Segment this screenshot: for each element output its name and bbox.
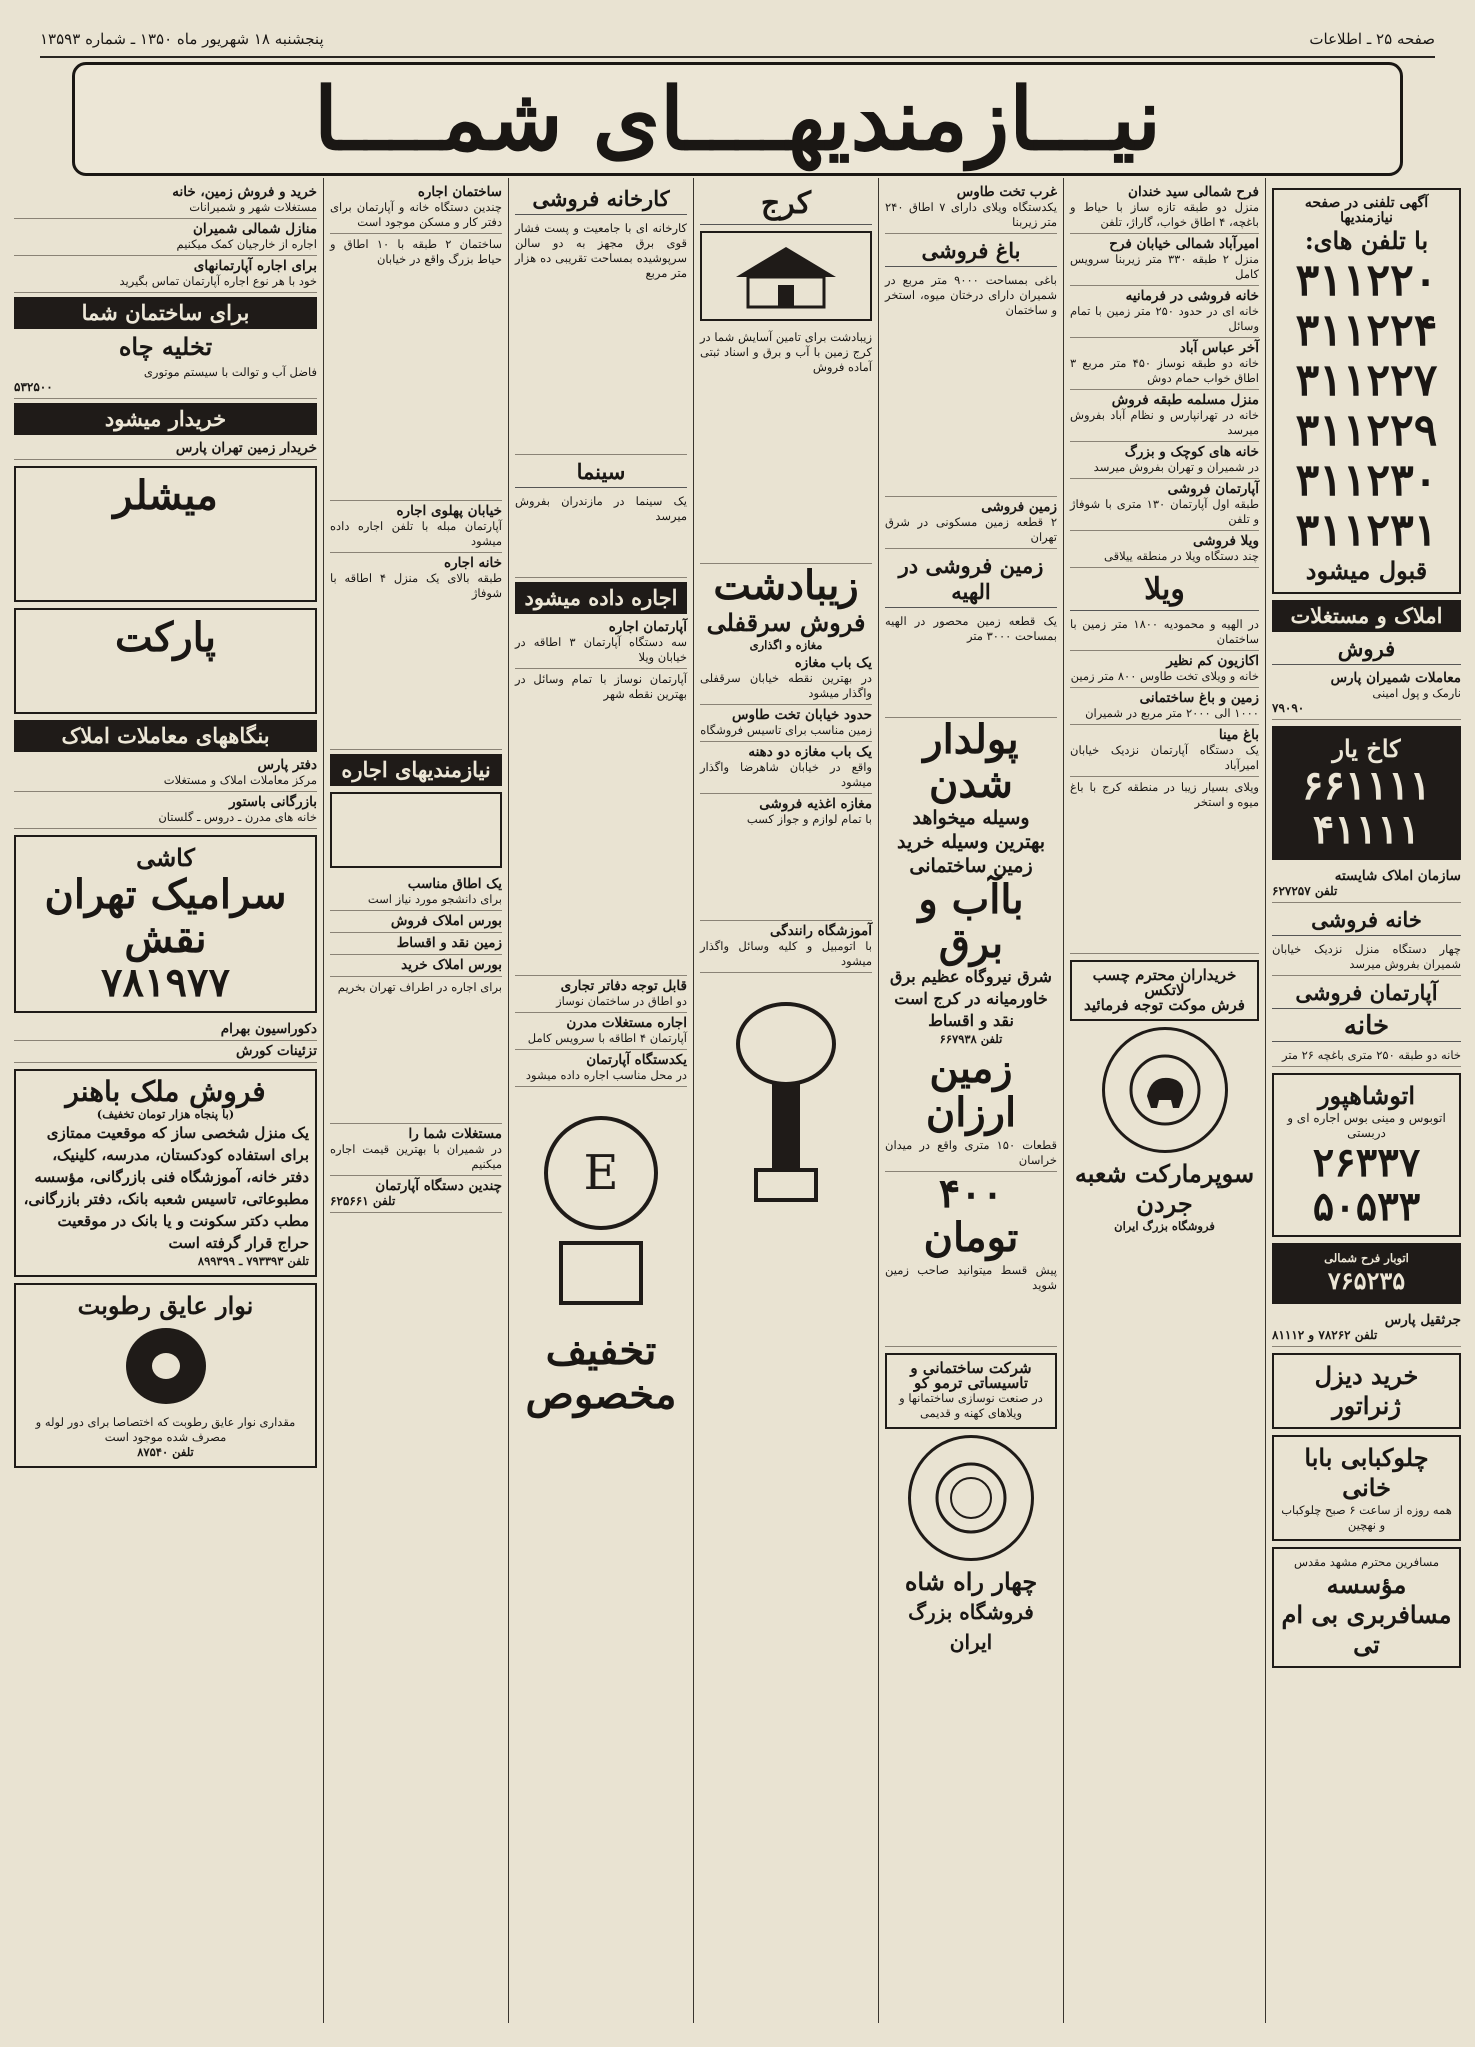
ad-body: خانه در تهرانپارس و نظام آباد بفروش میرسد <box>1070 408 1259 437</box>
section-heading: خانه فروشی <box>1272 907 1461 936</box>
promo-headline: باآب و برق <box>918 876 1024 967</box>
classified-ad <box>885 1260 1057 1347</box>
brand-phone: ۴۱۱۱۱ <box>1312 806 1421 853</box>
house-logo <box>700 231 872 321</box>
ad-body: زمین مناسب برای تاسیس فروشگاه <box>700 723 872 737</box>
ad-body: سه دستگاه آپارتمان ۳ اطاقه در خیابان ویلا <box>515 635 687 664</box>
classified-ad <box>885 497 1057 549</box>
brand-subtitle: سرامیک تهران نقش <box>44 871 287 962</box>
classified-ad <box>515 491 687 578</box>
brand-name: کاخ یار <box>1332 734 1401 763</box>
section-heading: باغ فروشی <box>885 238 1057 267</box>
ad-title: چلوکبابی بابا خانی <box>1304 1443 1429 1502</box>
brand-name: سوپرمارکت شعبه جردن <box>1074 1159 1255 1218</box>
brand-name: چهار راه شاه <box>904 1567 1038 1596</box>
classified-ad <box>515 976 687 1013</box>
section-subheading: مغازه و اگذاری <box>749 638 823 652</box>
classified-ad <box>1070 479 1259 531</box>
ad-phone: تلفن ۷۹۳۳۹۳ ـ ۸۹۹۳۹۹ <box>197 1254 309 1268</box>
brand-phone: ۷۸۱۹۷۷ <box>101 959 230 1006</box>
classified-ad <box>1070 182 1259 234</box>
brand-subtitle: اتوبوس و مینی بوس اجاره ای و دربستی <box>1287 1111 1446 1140</box>
phone-number: ۳۱۱۲۲۰ <box>1295 255 1438 306</box>
classified-ad <box>1272 866 1461 903</box>
ad-title: خریدار زمین تهران پارس <box>175 440 317 456</box>
ad-title: خانه فروشی در فرمانیه <box>1125 288 1259 304</box>
ad-body: منزل دو طبقه تازه ساز با حیاط و باغچه، ۴ اطاق خواب، گاراژ، تلفن <box>1070 200 1259 229</box>
ad-body: در شمیران و تهران بفروش میرسد <box>1093 460 1259 474</box>
page-header-line <box>40 28 1435 58</box>
ad-body: طبقه بالای یک منزل ۴ اطاقه با شوفاژ <box>330 571 502 600</box>
ad-title: خانه های کوچک و بزرگ <box>1124 444 1259 460</box>
elephant-icon <box>1125 1050 1205 1130</box>
ad-title: فرح شمالی سید خندان <box>1128 184 1259 200</box>
ad-phone: تلفن ۶۲۵۶۶۱ <box>330 1194 396 1208</box>
ad-body: پیش قسط میتوانید صاحب زمین شوید <box>885 1263 1057 1292</box>
classified-ad <box>14 182 317 219</box>
ad-title: قابل توجه دفاتر تجاری <box>560 978 687 994</box>
promo-headline: تخفیف <box>545 1327 657 1374</box>
section-heading: کرج <box>700 186 872 225</box>
ad-title: سازمان املاک شایسته <box>1334 868 1461 884</box>
ad-title: بازرگانی باستور <box>229 794 317 810</box>
ad-title: بورس املاک خرید <box>401 957 502 973</box>
ad-title: ویلا فروشی <box>1192 533 1259 549</box>
ad-title: باغ مینا <box>1218 727 1259 743</box>
section-subheading: فروش <box>1272 636 1461 665</box>
section-heading: زمین فروشی در الهیه <box>885 553 1057 608</box>
ad-title: زمین نقد و اقساط <box>396 935 502 951</box>
classified-ad <box>885 182 1057 234</box>
column-1 <box>1265 178 1467 2023</box>
section-heading: فروش سرقفلی <box>706 608 866 637</box>
ad-body: زیبادشت برای تامین آسایش شما در کرج زمین با آب و برق و اسناد ثبتی آماده فروش <box>700 330 872 374</box>
ad-title: زمین فروشی <box>981 499 1057 515</box>
ad-body: نارمک و پول امینی <box>1372 686 1461 700</box>
issue-date: پنجشنبه ۱۸ شهریور ماه ۱۳۵۰ ـ شماره ۱۳۵۹۳ <box>40 30 324 48</box>
rental-ad-logo <box>330 792 502 868</box>
ad-body: باغی بمساحت ۹۰۰۰ متر مربع در شمیران دارای درختان میوه، استخر و ساختمان <box>885 273 1057 317</box>
ad-title: منازل شمالی شمیران <box>192 221 317 237</box>
ad-title: زمین و باغ ساختمانی <box>1139 690 1259 706</box>
ad-body: واقع در خیابان شاهرضا واگذار میشود <box>700 760 872 789</box>
ad-body: خانه های مدرن ـ دروس ـ گلستان <box>158 810 317 824</box>
ad-title: تزئینات کورش <box>235 1043 317 1059</box>
ad-title: اتوبار فرح شمالی <box>1324 1251 1409 1265</box>
ad-body: با اتومبیل و کلیه وسائل واگذار میشود <box>700 939 872 968</box>
classified-ad <box>1272 668 1461 720</box>
ad-body: قطعات ۱۵۰ متری واقع در میدان خراسان <box>885 1138 1057 1167</box>
classified-ad <box>14 438 317 460</box>
ad-phone: ۷۶۵۲۳۵ <box>1327 1266 1406 1295</box>
product-illustration <box>700 979 872 1229</box>
ad-title: خیابان پهلوی اجاره <box>396 503 502 519</box>
thermoko-ad <box>885 1353 1057 1429</box>
classified-ad <box>330 933 502 955</box>
ad-body: دو اطاق در ساختمان نوساز <box>556 994 687 1008</box>
classified-ad <box>330 234 502 501</box>
classified-ad <box>1070 777 1259 954</box>
ad-body: ساختمان ۲ طبقه با ۱۰ اطاق و حیاط بزرگ واقع در خیابان <box>330 237 503 266</box>
section-heading: نیازمندیهای اجاره <box>330 754 502 786</box>
classified-ad <box>330 955 502 977</box>
section-heading: ویلا <box>1070 572 1259 611</box>
classified-ad <box>1070 338 1259 390</box>
ad-title: غرب تخت طاوس <box>956 184 1057 200</box>
brand-phone: ۵۰۵۳۳ <box>1312 1183 1421 1230</box>
department-store-logo <box>908 1435 1034 1561</box>
ad-body: ۱۰۰۰ الی ۲۰۰۰ متر مربع در شمیران <box>1085 706 1259 720</box>
ad-title: آموزشگاه رانندگی <box>770 923 872 939</box>
ad-body: فاضل آب و توالت با سیستم موتوری <box>143 365 317 379</box>
section-heading: خانه <box>1272 1013 1461 1042</box>
promo-headline: مخصوص <box>525 1371 677 1418</box>
classified-ad <box>700 921 872 973</box>
classified-ad <box>700 705 872 742</box>
ad-body: منزل ۲ طبقه ۳۳۰ متر زیربنا سرویس کامل <box>1070 252 1259 281</box>
bmt-travel-ad <box>1272 1547 1461 1668</box>
ad-body: آپارتمان مبله با تلفن اجاره داده میشود <box>330 519 502 548</box>
brand-ad-parquet <box>14 608 317 714</box>
ad-body: خانه ای در حدود ۲۵۰ متر زمین با تمام وسائل <box>1070 304 1260 333</box>
column-5 <box>508 178 693 2023</box>
ad-title: مستغلات شما را <box>408 1126 502 1142</box>
classified-ad <box>14 362 317 399</box>
ad-body: طبقه اول آپارتمان ۱۳۰ متری با شوفاژ و تلفن <box>1070 497 1259 526</box>
ad-body: یکدستگاه ویلای دارای ۷ اطاق ۲۴۰ متر زیربنا <box>885 200 1057 229</box>
brand-phone: ۶۶۱۱۱۱ <box>1302 762 1431 809</box>
store-emblem-icon <box>931 1458 1011 1538</box>
chelokababi-ad <box>1272 1435 1461 1541</box>
section-heading: تخلیه چاه <box>118 332 213 361</box>
classified-ad <box>515 669 687 976</box>
ad-subtitle: (با پنجاه هزار تومان تخفیف) <box>96 1107 235 1121</box>
ad-body: کارخانه ای با جامعیت و پست فشار قوی برق مجهز به دو سالن سرپوشیده بمساحت تقریبی ده هزار متر مربع <box>515 221 687 280</box>
section-banner <box>72 62 1403 176</box>
phone-number: ۳۱۱۲۳۰ <box>1295 455 1438 506</box>
brand-subtitle: فروشگاه بزرگ ایران <box>908 1600 1034 1654</box>
classified-ad <box>1272 1045 1461 1067</box>
ad-body: مستغلات شهر و شمیرانات <box>189 200 317 214</box>
ad-title: دکوراسیون بهرام <box>220 1021 317 1037</box>
column-7 <box>8 178 323 2023</box>
classified-ad <box>515 617 687 669</box>
ad-body: ۲ قطعه زمین مسکونی در شرق تهران <box>885 515 1057 544</box>
brand-name: میشلر <box>113 472 218 519</box>
ad-body: مقداری نوار عایق رطوبت که اختصاصا برای دور لوله و مصرف شده موجود است <box>35 1415 296 1444</box>
ad-title: یک اطاق مناسب <box>407 876 502 892</box>
ad-subtitle: مسافرین محترم مشهد مقدس <box>1293 1555 1439 1569</box>
classified-ad <box>14 219 317 256</box>
moisture-tape-ad <box>14 1283 317 1468</box>
ad-phone: تلفن ۶۲۷۲۵۷ <box>1272 884 1338 898</box>
ad-phone: ۷۹۰۹۰ <box>1272 701 1305 715</box>
column-3 <box>878 178 1063 2023</box>
tape-roll-icon <box>96 1321 236 1411</box>
department-store-logo <box>1102 1027 1228 1153</box>
ad-body: همه روزه از ساعت ۶ صبح چلوکباب و نهچین <box>1281 1503 1452 1532</box>
classified-ad <box>330 1124 502 1176</box>
phone-number: ۳۱۱۲۳۱ <box>1295 505 1438 556</box>
ad-body: اجاره از خارجیان کمک میکنیم <box>176 237 317 251</box>
section-heading: اجاره داده میشود <box>515 582 687 614</box>
promo-price: ۴۰۰ تومان <box>923 1170 1019 1261</box>
svg-text:E: E <box>583 1145 619 1201</box>
phone-ad-tail: قبول میشود <box>1305 556 1428 585</box>
ad-phone: تلفن ۷۸۲۶۲ و ۸۱۱۱۲ <box>1272 1328 1378 1342</box>
classified-ad <box>330 977 502 1124</box>
section-heading: سینما <box>515 459 687 488</box>
ad-title: آپارتمان اجاره <box>608 619 687 635</box>
ad-body: در صنعت نوسازی ساختمانها و ویلاهای کهنه و قدیمی <box>899 1391 1043 1420</box>
bahonar-property-ad <box>14 1069 317 1277</box>
classified-ad <box>1070 725 1259 777</box>
ad-title: برای اجاره آپارتمانهای <box>193 258 317 274</box>
ad-title: امیرآباد شمالی خیابان فرح <box>1109 236 1259 252</box>
ad-body: برای اجاره در اطراف تهران بخریم <box>337 980 502 994</box>
section-heading: کارخانه فروشی <box>515 186 687 215</box>
phone-number: ۳۱۱۲۲۷ <box>1295 355 1438 406</box>
ad-body: آپارتمان ۴ اطاقه با سرویس کامل <box>527 1031 687 1045</box>
classified-ad <box>330 182 502 234</box>
ad-body: خود با هر نوع اجاره آپارتمان تماس بگیرید <box>119 274 317 288</box>
ad-title: شرکت ساختمانی و تاسیساتی ترمو کو <box>910 1359 1032 1392</box>
ad-title: اجاره مستغلات مدرن <box>566 1015 687 1031</box>
ad-body: چند دستگاه ویلا در منطقه ییلاقی <box>1104 549 1259 563</box>
electric-tool-icon <box>716 994 856 1214</box>
classified-ad <box>885 1135 1057 1172</box>
ad-body: در محل مناسب اجاره داده میشود <box>525 1068 687 1082</box>
classified-ad <box>1272 1310 1461 1347</box>
brand-ad-tehran-naqsh <box>14 835 317 1013</box>
brand-ad-autoshahpour <box>1272 1073 1461 1237</box>
phone-ad-box <box>1272 188 1461 594</box>
phone-ad-lead: با تلفن های: <box>1304 226 1429 255</box>
ad-body: در الهیه و محمودیه ۱۸۰۰ متر زمین با ساختمان <box>1070 617 1259 646</box>
ad-body: یک قطعه زمین محصور در الهیه بمساحت ۳۰۰۰ متر <box>885 614 1057 643</box>
ad-body: خانه و ویلای تخت طاوس ۸۰۰ متر زمین <box>1070 669 1259 683</box>
ad-title: خرید دیزل ژنراتور <box>1314 1361 1419 1420</box>
ad-body: خانه دو طبقه نوساز ۴۵۰ متر مربع ۳ اطاق خواب حمام دوش <box>1070 356 1259 385</box>
brand-name: پارکت <box>115 614 216 661</box>
phone-number: ۳۱۱۲۲۴ <box>1295 305 1438 356</box>
ad-body: چندین دستگاه خانه و آپارتمان برای دفتر کار و مسکن موجود است <box>330 200 502 229</box>
banner-title: نیـــازمندیهــــای شمــــا <box>314 68 1161 170</box>
classified-ad <box>14 755 317 792</box>
promo-headline: پولدار شدن <box>923 716 1019 807</box>
ad-body: ویلای بسیار زیبا در منطقه کرج با باغ میوه و استخر <box>1070 780 1259 809</box>
brand-ad-kakhyar <box>1272 726 1461 860</box>
product-illustration <box>515 1093 687 1323</box>
section-heading: برای ساختمان شما <box>14 297 317 329</box>
ad-title: ساختمان اجاره <box>417 184 502 200</box>
classified-ad <box>330 911 502 933</box>
diesel-generator-ad <box>1272 1353 1461 1429</box>
ad-title: خانه اجاره <box>444 555 502 571</box>
classified-ad <box>1070 442 1259 479</box>
classified-ad <box>330 553 502 750</box>
classified-ad <box>1070 651 1259 688</box>
ad-title: یکدستگاه آپارتمان <box>586 1052 687 1068</box>
classified-ad <box>1070 234 1259 286</box>
ad-body: با تمام لوازم و جواز کسب <box>746 812 872 826</box>
ad-phone: تلفن ۸۷۵۴۰ <box>137 1445 194 1459</box>
classified-ad <box>1070 614 1259 651</box>
section-heading: خریدار میشود <box>14 403 317 435</box>
classified-ad <box>14 1019 317 1041</box>
phone-ad-title: آگهی تلفنی در صفحه نیازمندیها <box>1304 195 1429 226</box>
brand-ad-mischler <box>14 466 317 602</box>
ad-body: چهار دستگاه منزل نزدیک خیابان شمیران بفروش میرسد <box>1272 942 1461 971</box>
ad-subtitle: فرش موکت توجه فرمائید <box>1084 996 1245 1014</box>
ad-title: فروش ملک باهنر <box>65 1075 266 1108</box>
page-label: صفحه ۲۵ ـ اطلاعات <box>1309 30 1435 48</box>
ad-body: یک دستگاه آپارتمان نزدیک خیابان امیرآباد <box>1070 743 1259 772</box>
promo-body: شرق نیروگاه عظیم برق خاورمیانه در کرج است نقد و اقساط <box>890 967 1052 1030</box>
ad-body: یک منزل شخصی ساز که موقعیت ممتازی برای استفاده کودکستان، مدرسه، کلینیک، دفتر خانه، آموزشگاه فنی بازرگانی، مؤسسه مطبوعاتی، تاسیس شعبه بانک، دفتر بازرگانی، مطب دکتر سکونت و یا بانک در موقعیت حراج قرار گرفته است <box>23 1124 309 1252</box>
ad-title: اکازیون کم نظیر <box>1166 653 1259 669</box>
ad-body: برای دانشجو مورد نیاز است <box>367 892 502 906</box>
classified-ad <box>1070 531 1259 568</box>
brand-subtitle: فروشگاه بزرگ ایران <box>1114 1219 1215 1233</box>
brand-phone: ۲۶۳۳۷ <box>1312 1139 1421 1186</box>
house-icon <box>726 241 846 311</box>
ad-title: مغازه اغذیه فروشی <box>759 796 872 812</box>
classified-ad <box>14 792 317 829</box>
classified-ad <box>14 1041 317 1063</box>
ad-body: خانه دو طبقه ۲۵۰ متری باغچه ۲۶ متر <box>1281 1048 1461 1062</box>
classified-ad <box>1070 286 1259 338</box>
classified-ad <box>1272 939 1461 976</box>
ad-title: حدود خیابان تخت طاوس <box>732 707 872 723</box>
ad-title: مؤسسه مسافربری بی ام تی <box>1281 1570 1452 1659</box>
classified-ad <box>330 874 502 911</box>
classified-ad <box>515 218 687 455</box>
section-heading: آپارتمان فروشی <box>1272 980 1461 1009</box>
classified-ad <box>700 327 872 564</box>
ad-phone: ۵۳۲۵۰۰ <box>14 380 53 394</box>
ad-title: جرثقیل پارس <box>1384 1312 1461 1328</box>
ad-title: آپارتمان فروشی <box>1167 481 1259 497</box>
classified-ad <box>1272 1243 1461 1304</box>
section-heading: املاک و مستغلات <box>1272 600 1461 632</box>
ad-title: آخر عباس آباد <box>1179 340 1259 356</box>
classified-ad <box>515 1050 687 1087</box>
lamp-icon <box>521 1103 681 1313</box>
column-4 <box>693 178 878 2023</box>
classified-ad <box>700 794 872 921</box>
classified-ad <box>885 270 1057 497</box>
classified-ad <box>14 256 317 293</box>
ad-title: معاملات شمیران پارس <box>1330 670 1461 686</box>
promo-headline: زیبادشت <box>713 562 859 609</box>
ad-title: خرید و فروش زمین، خانه <box>172 184 317 200</box>
classified-ad <box>885 611 1057 718</box>
classified-ad <box>700 653 872 705</box>
ad-body: یک سینما در مازندران بفروش میرسد <box>515 494 687 523</box>
ad-title: نوار عایق رطوبت <box>77 1291 254 1320</box>
latex-glue-ad <box>1070 960 1259 1021</box>
promo-phone: تلفن ۶۶۷۹۳۸ <box>939 1032 1003 1046</box>
phone-number: ۳۱۱۲۲۹ <box>1295 405 1438 456</box>
classified-ad <box>330 501 502 553</box>
classified-ad <box>515 1013 687 1050</box>
brand-name: اتوشاهپور <box>1317 1081 1416 1110</box>
classified-ad <box>1070 390 1259 442</box>
ad-title: خریداران محترم چسب لاتکس <box>1092 966 1237 999</box>
classified-ad <box>700 742 872 794</box>
ad-body: در بهترین نقطه خیابان سرقفلی واگذار میشود <box>700 671 872 700</box>
classified-ad <box>330 1176 502 1213</box>
ad-body: آپارتمان نوساز با تمام وسائل در بهترین نقطه شهر <box>515 672 687 701</box>
column-2 <box>1063 178 1265 2023</box>
ad-title: یک باب مغازه دو دهنه <box>748 744 872 760</box>
ad-title: دفتر پارس <box>257 757 317 773</box>
ad-title: منزل مسلمه طبقه فروش <box>1111 392 1259 408</box>
section-heading: بنگاههای معاملات املاک <box>14 720 317 752</box>
promo-body: وسیله میخواهد بهترین وسیله خرید زمین ساختمانی <box>896 807 1046 877</box>
ad-body: مرکز معاملات املاک و مستغلات <box>163 773 317 787</box>
ad-body: در شمیران با بهترین قیمت اجاره میکنیم <box>330 1142 502 1171</box>
classified-ad <box>1070 688 1259 725</box>
ad-title: چندین دستگاه آپارتمان <box>375 1178 502 1194</box>
ad-title: بورس املاک فروش <box>390 913 502 929</box>
brand-name: کاشی <box>136 843 195 872</box>
column-6 <box>323 178 508 2023</box>
promo-headline: زمین ارزان <box>925 1045 1017 1136</box>
ad-title: یک باب مغازه <box>794 655 872 671</box>
